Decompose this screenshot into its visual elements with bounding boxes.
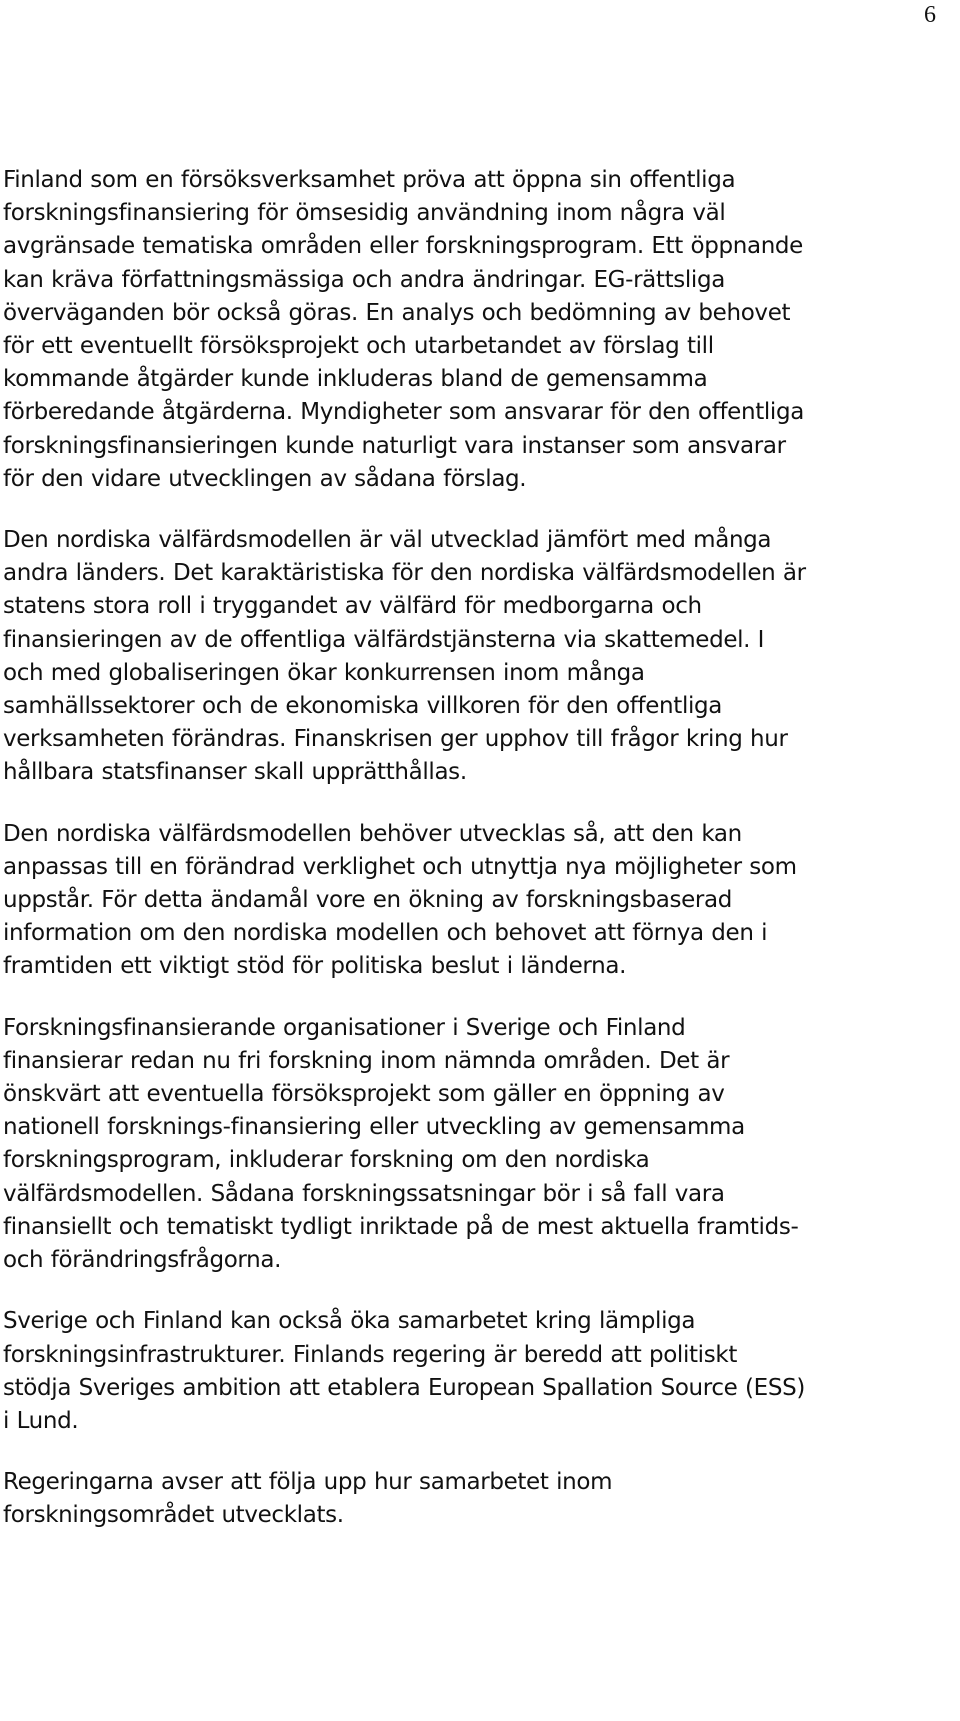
text-line: statens stora roll i tryggandet av välfärd för medborgarna och [3,593,702,620]
text-line: hållbara statsfinanser skall upprätthållas. [3,759,467,786]
text-line: finansiellt och tematiskt tydligt inriktade på de mest aktuella framtids- [3,1213,799,1240]
text-line: Forskningsfinansierande organisationer i Sverige och Finland [3,1014,686,1041]
paragraph-research-infrastructure [3,1305,953,1438]
text-line: framtiden ett viktigt stöd för politiska beslut i länderna. [3,953,627,980]
paragraph-welfare-model [3,524,953,790]
text-line: avgränsade tematiska områden eller forskningsprogram. Ett öppnande [3,233,803,260]
text-line: Den nordiska välfärdsmodellen är väl utvecklad jämfört med många [3,527,772,554]
text-line: uppstår. För detta ändamål vore en ökning av forskningsbaserad [3,887,732,914]
text-line: överväganden bör också göras. En analys och bedömning av behovet [3,299,791,326]
text-line: Den nordiska välfärdsmodellen behöver utvecklas så, att den kan [3,820,742,847]
paragraph-funding-organisations [3,1012,953,1278]
text-line: samhällssektorer och de ekonomiska villkoren för den offentliga [3,693,723,720]
text-line: kommande åtgärder kunde inkluderas bland de gemensamma [3,366,708,393]
text-line: anpassas till en förändrad verklighet och utnyttja nya möjligheter som [3,853,797,880]
paragraph-welfare-development [3,818,953,984]
text-line: förberedande åtgärderna. Myndigheter som ansvarar för den offentliga [3,399,804,426]
text-line: forskningsinfrastrukturer. Finlands regering är beredd att politiskt [3,1341,737,1368]
text-line: Sverige och Finland kan också öka samarbetet kring lämpliga [3,1308,696,1335]
text-line: information om den nordiska modellen och behovet att förnya den i [3,920,768,947]
text-line: för ett eventuellt försöksprojekt och utarbetandet av förslag till [3,333,714,360]
text-line: forskningsområdet utvecklats. [3,1502,344,1529]
text-line: och förändringsfrågorna. [3,1247,282,1274]
text-line: forskningsfinansiering för ömsesidig användning inom några väl [3,200,726,227]
text-line: andra länders. Det karaktäristiska för den nordiska välfärdsmodellen är [3,560,806,587]
text-line: stödja Sveriges ambition att etablera European Spallation Source (ESS) [3,1374,805,1401]
text-line: nationell forsknings-finansiering eller utveckling av gemensamma [3,1114,745,1141]
document-body [3,164,953,1533]
text-line: verksamheten förändras. Finanskrisen ger upphov till frågor kring hur [3,726,788,753]
paragraph-follow-up [3,1466,953,1532]
text-line: och med globaliseringen ökar konkurrensen inom många [3,659,645,686]
text-line: finansierar redan nu fri forskning inom nämnda områden. Det är [3,1047,730,1074]
paragraph-research-funding [3,164,953,496]
text-line: i Lund. [3,1407,79,1434]
text-line: för den vidare utvecklingen av sådana förslag. [3,465,527,492]
text-line: forskningsfinansieringen kunde naturligt vara instanser som ansvarar [3,432,786,459]
text-line: finansieringen av de offentliga välfärdstjänsterna via skattemedel. I [3,626,765,653]
text-line: välfärdsmodellen. Sådana forskningssatsningar bör i så fall vara [3,1180,725,1207]
text-line: kan kräva författningsmässiga och andra ändringar. EG-rättsliga [3,266,725,293]
text-line: önskvärt att eventuella försöksprojekt som gäller en öppning av [3,1081,725,1108]
text-line: Regeringarna avser att följa upp hur samarbetet inom [3,1469,613,1496]
text-line: forskningsprogram, inkluderar forskning om den nordiska [3,1147,650,1174]
text-line: Finland som en försöksverksamhet pröva att öppna sin offentliga [3,167,736,193]
page-number: 6 [924,2,936,28]
